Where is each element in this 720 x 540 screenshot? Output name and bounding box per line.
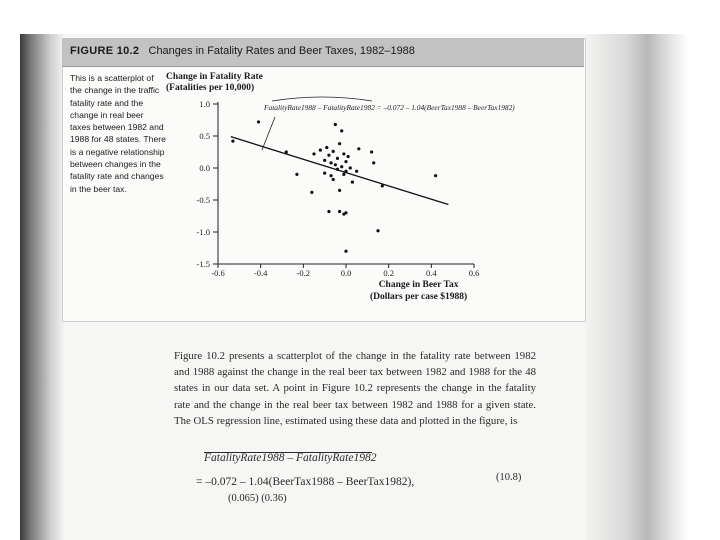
data-point: [357, 147, 360, 150]
data-point: [319, 148, 322, 151]
data-point: [355, 170, 358, 173]
data-point: [372, 161, 375, 164]
data-point: [329, 161, 332, 164]
data-point: [344, 250, 347, 253]
x-tick-label: 0.4: [426, 268, 437, 278]
y-tick-label: -0.5: [196, 195, 210, 205]
data-point: [376, 229, 379, 232]
x-tick-label: -0.6: [211, 268, 225, 278]
x-axis-title-line2: (Dollars per case $1988): [370, 292, 468, 302]
y-axis-title-line1: Change in Fatality Rate: [166, 72, 263, 82]
equation-number: (10.8): [496, 472, 522, 483]
in-plot-equation-hat: [272, 97, 372, 101]
data-point: [323, 159, 326, 162]
x-tick-label: 0.2: [383, 268, 394, 278]
y-tick-label: -1.0: [196, 227, 210, 237]
data-point: [344, 211, 347, 214]
data-point: [338, 210, 341, 213]
y-tick-label: 0.0: [199, 163, 210, 173]
data-point: [340, 165, 343, 168]
x-axis-title-line1: Change in Beer Tax: [378, 280, 459, 290]
data-point: [338, 142, 341, 145]
data-point: [344, 160, 347, 163]
figure-label: FIGURE 10.2: [70, 45, 140, 57]
figure-title-text: Changes in Fatality Rates and Beer Taxes, 1982–1988: [148, 45, 415, 57]
equation-rhs: = –0.072 – 1.04(BeerTax1988 – BeerTax1982),: [196, 476, 415, 488]
data-point: [257, 120, 260, 123]
y-tick-label: 1.0: [199, 99, 210, 109]
y-tick-label: -1.5: [196, 259, 210, 269]
x-tick-label: -0.4: [253, 268, 268, 278]
data-point: [310, 191, 313, 194]
data-point: [349, 166, 352, 169]
data-point: [332, 150, 335, 153]
data-point: [340, 129, 343, 132]
y-tick-label: 0.5: [199, 131, 210, 141]
data-point: [336, 157, 339, 160]
data-point: [334, 123, 337, 126]
x-axis-title: [370, 279, 467, 303]
data-point: [327, 210, 330, 213]
figure-caption: This is a scatterplot of the change in the traffic fatality rate and the change in real beer taxes between 1982 and 1988 for 48 states. There is a negative relationship between changes in the fatality rate and changes in the beer tax.: [70, 73, 166, 194]
data-point: [295, 173, 298, 176]
x-tick-label: 0.0: [340, 268, 352, 278]
x-tick-label: 0.6: [468, 268, 480, 278]
data-point: [351, 180, 354, 183]
data-point: [434, 174, 437, 177]
equation-leader-line: [262, 117, 275, 150]
y-axis-title-line2: (Fatalities per 10,000): [166, 83, 255, 93]
data-point: [329, 174, 332, 177]
data-point: [342, 152, 345, 155]
standard-errors: (0.065) (0.36): [228, 493, 287, 504]
data-point: [231, 140, 234, 143]
data-point: [325, 146, 328, 149]
in-plot-equation: FatalityRate1988 – FatalityRate1982 = –0.072 – 1.04(BeerTax1988 – BeerTax1982): [264, 103, 515, 112]
data-point: [338, 189, 341, 192]
x-tick-label: -0.2: [296, 268, 311, 278]
equation-lhs: FatalityRate1988 – FatalityRate1982: [204, 452, 377, 464]
data-point: [332, 178, 335, 181]
data-points: [231, 120, 437, 252]
data-point: [312, 152, 315, 155]
data-point: [334, 163, 337, 166]
regression-line-group: [231, 97, 449, 205]
body-paragraph: Figure 10.2 presents a scatterplot of the change in the fatality rate between 1982 and 1988 against the change in the real beer tax between 1982 and 1988 for the 48 states in our data set. A point in Figure 10.2 represents the change in the fatality rate and the change in the real beer tax between 1982 and 1988 for a given state. The OLS regression line, estimated using these data and plotted in the figure, is: [174, 350, 536, 427]
data-point: [323, 172, 326, 175]
data-point: [342, 173, 345, 176]
data-point: [327, 154, 330, 157]
data-point: [370, 150, 373, 153]
data-point: [347, 155, 350, 158]
chart-axes: [197, 99, 480, 278]
